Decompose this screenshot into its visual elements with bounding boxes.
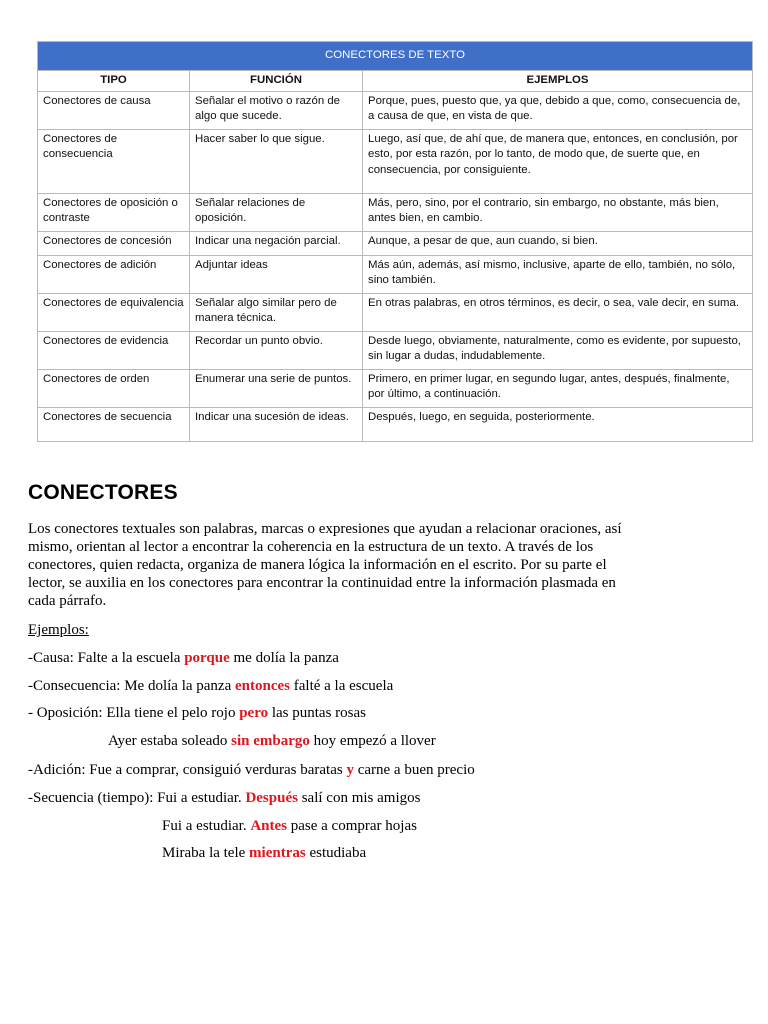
cell-ejemplos: Luego, así que, de ahí que, de manera que, entonces, en conclusión, por esto, por esta razón, por lo tanto, de modo que, de suerte que, en consecuencia, por consiguiente.: [363, 129, 753, 193]
example-keyword: mientras: [249, 845, 306, 861]
example-keyword: Después: [245, 790, 298, 806]
example-secuencia: [28, 789, 420, 807]
example-text: salí con mis amigos: [297, 790, 421, 806]
cell-ejemplos: Aunque, a pesar de que, aun cuando, si bien.: [363, 231, 753, 255]
example-text: -Adición: Fue a comprar, consiguió verduras baratas: [28, 762, 347, 778]
table-row: [38, 193, 753, 231]
cell-tipo: Conectores de adición: [38, 255, 190, 293]
cell-tipo: Conectores de causa: [38, 91, 190, 129]
cell-tipo: Conectores de orden: [38, 369, 190, 407]
example-text: -Consecuencia: Me dolía la panza: [28, 678, 235, 694]
cell-funcion: Indicar una sucesión de ideas.: [190, 407, 363, 441]
cell-funcion: Indicar una negación parcial.: [190, 231, 363, 255]
example-text: las puntas rosas: [268, 705, 366, 721]
example-oposicion: [28, 704, 366, 722]
cell-ejemplos: Primero, en primer lugar, en segundo lugar, antes, después, finalmente, por último, a continuación.: [363, 369, 753, 407]
cell-tipo: Conectores de consecuencia: [38, 129, 190, 193]
cell-funcion: Adjuntar ideas: [190, 255, 363, 293]
example-text: estudiaba: [305, 845, 367, 861]
cell-funcion: Hacer saber lo que sigue.: [190, 129, 363, 193]
table-row: [38, 231, 753, 255]
table-row: [38, 255, 753, 293]
cell-ejemplos: Porque, pues, puesto que, ya que, debido a que, como, consecuencia de, a causa de que, en vista de que.: [363, 91, 753, 129]
example-keyword: sin embargo: [231, 733, 310, 749]
table-row: [38, 369, 753, 407]
example-text: - Oposición: Ella tiene el pelo rojo: [28, 705, 240, 721]
cell-tipo: Conectores de concesión: [38, 231, 190, 255]
section-heading: CONECTORES: [28, 481, 178, 504]
example-text: falté a la escuela: [290, 678, 394, 694]
table-row: [38, 331, 753, 369]
column-header-funcion: FUNCIÓN: [190, 71, 363, 92]
example-text: hoy empezó a llover: [309, 733, 436, 749]
cell-funcion: Señalar relaciones de oposición.: [190, 193, 363, 231]
example-text: -Causa: Falte a la escuela: [28, 650, 185, 666]
example-text: pase a comprar hojas: [287, 818, 417, 834]
cell-tipo: Conectores de equivalencia: [38, 293, 190, 331]
example-adicion: [28, 761, 475, 779]
column-header-ejemplos: EJEMPLOS: [363, 71, 753, 92]
cell-ejemplos: Desde luego, obviamente, naturalmente, como es evidente, por supuesto, sin lugar a dudas, indudablemente.: [363, 331, 753, 369]
connectors-table: [37, 41, 753, 442]
example-secuencia-2: [162, 817, 417, 835]
table-title: CONECTORES DE TEXTO: [38, 42, 753, 71]
table-row: [38, 91, 753, 129]
example-keyword: entonces: [235, 678, 290, 694]
cell-funcion: Señalar algo similar pero de manera técnica.: [190, 293, 363, 331]
example-text: Miraba la tele: [162, 845, 250, 861]
example-keyword: porque: [184, 650, 230, 666]
cell-ejemplos: Más, pero, sino, por el contrario, sin embargo, no obstante, más bien, antes bien, en cambio.: [363, 193, 753, 231]
example-keyword: Antes: [250, 818, 287, 834]
example-secuencia-3: [162, 844, 366, 862]
cell-ejemplos: En otras palabras, en otros términos, es decir, o sea, vale decir, en suma.: [363, 293, 753, 331]
example-keyword: pero: [239, 705, 269, 721]
example-text: Ayer estaba soleado: [108, 733, 232, 749]
example-keyword: y: [346, 762, 354, 778]
cell-funcion: Señalar el motivo o razón de algo que sucede.: [190, 91, 363, 129]
example-consecuencia: [28, 677, 393, 695]
intro-paragraph: Los conectores textuales son palabras, marcas o expresiones que ayudan a relacionar oraciones, así mismo, orientan al lector a encontrar la coherencia en la estructura de un texto. A través de los conectores, quien redacta, organiza de manera lógica la información en el escrito. Por su parte el lector, se auxilia en los conectores para encontrar la continuidad entre la información plasmada en cada párrafo.: [28, 521, 622, 609]
column-header-tipo: TIPO: [38, 71, 190, 92]
example-causa: [28, 649, 339, 667]
example-text: Fui a estudiar.: [162, 818, 251, 834]
cell-funcion: Enumerar una serie de puntos.: [190, 369, 363, 407]
example-oposicion-2: [108, 732, 436, 750]
table-row: [38, 407, 753, 441]
example-text: carne a buen precio: [353, 762, 475, 778]
example-text: me dolía la panza: [229, 650, 339, 666]
cell-ejemplos: Más aún, además, así mismo, inclusive, aparte de ello, también, no sólo, sino también.: [363, 255, 753, 293]
cell-tipo: Conectores de secuencia: [38, 407, 190, 441]
cell-tipo: Conectores de evidencia: [38, 331, 190, 369]
cell-ejemplos: Después, luego, en seguida, posteriormente.: [363, 407, 753, 441]
table-row: [38, 129, 753, 193]
examples-label: Ejemplos:: [28, 622, 89, 638]
cell-funcion: Recordar un punto obvio.: [190, 331, 363, 369]
cell-tipo: Conectores de oposición o contraste: [38, 193, 190, 231]
example-text: -Secuencia (tiempo): Fui a estudiar.: [28, 790, 246, 806]
table-row: [38, 293, 753, 331]
